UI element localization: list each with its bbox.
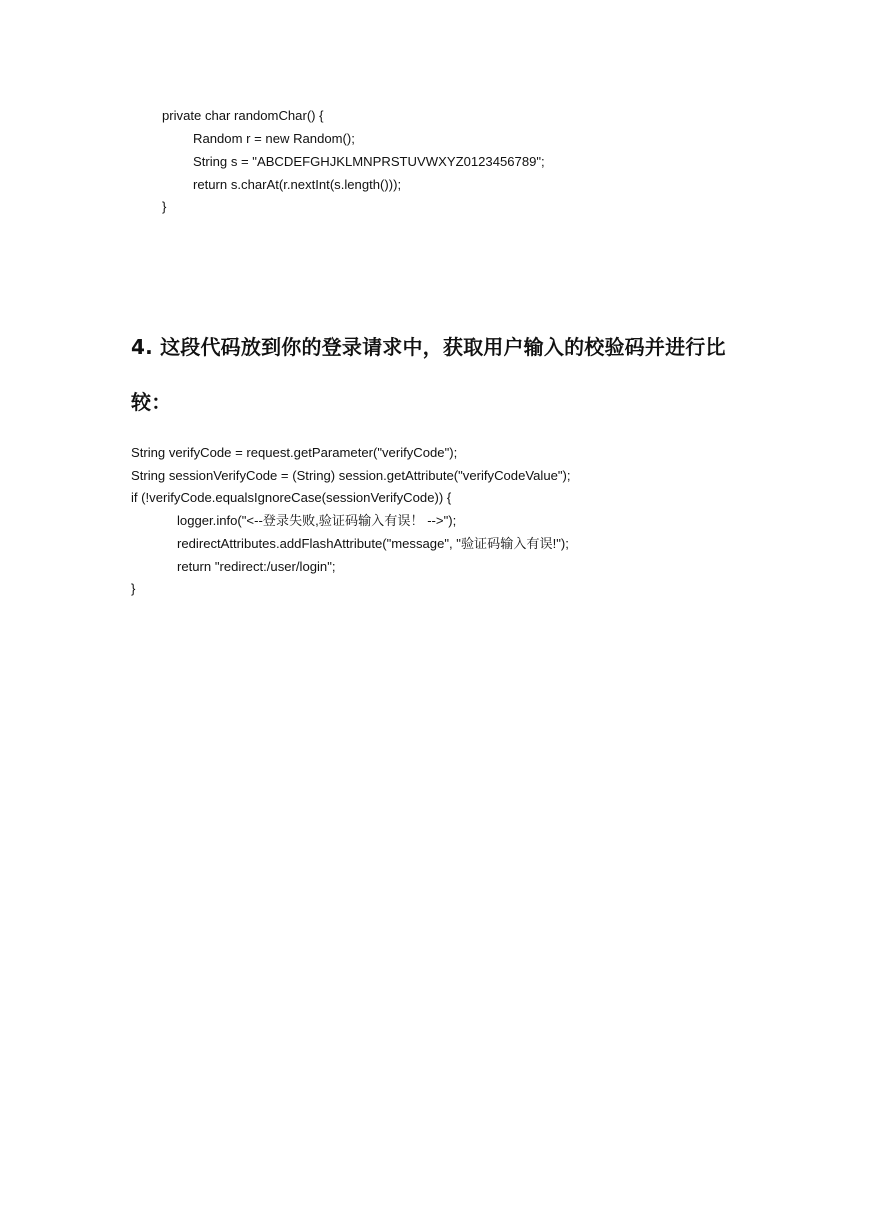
code-line: logger.info("<--登录失败,验证码输入有误！ -->"); (177, 513, 457, 528)
code-line: private char randomChar() { (162, 108, 324, 123)
section-heading-line-1: 4. 这段代码放到你的登录请求中，获取用户输入的校验码并进行比 (131, 335, 726, 359)
section-heading-line-2: 较： (131, 390, 172, 414)
code-line: return s.charAt(r.nextInt(s.length())); (193, 177, 402, 192)
code-line: } (131, 581, 136, 596)
code-line: } (162, 199, 167, 214)
code-line: String verifyCode = request.getParameter("verifyCode"); (131, 445, 458, 460)
code-line: if (!verifyCode.equalsIgnoreCase(sessionVerifyCode)) { (131, 490, 452, 505)
code-line: String sessionVerifyCode = (String) session.getAttribute("verifyCodeValue"); (131, 468, 571, 483)
code-line: Random r = new Random(); (193, 131, 355, 146)
code-line: return "redirect:/user/login"; (177, 559, 336, 574)
code-line: redirectAttributes.addFlashAttribute("message", "验证码输入有误!"); (177, 536, 569, 551)
code-line: String s = "ABCDEFGHJKLMNPRSTUVWXYZ0123456789"; (193, 154, 545, 169)
